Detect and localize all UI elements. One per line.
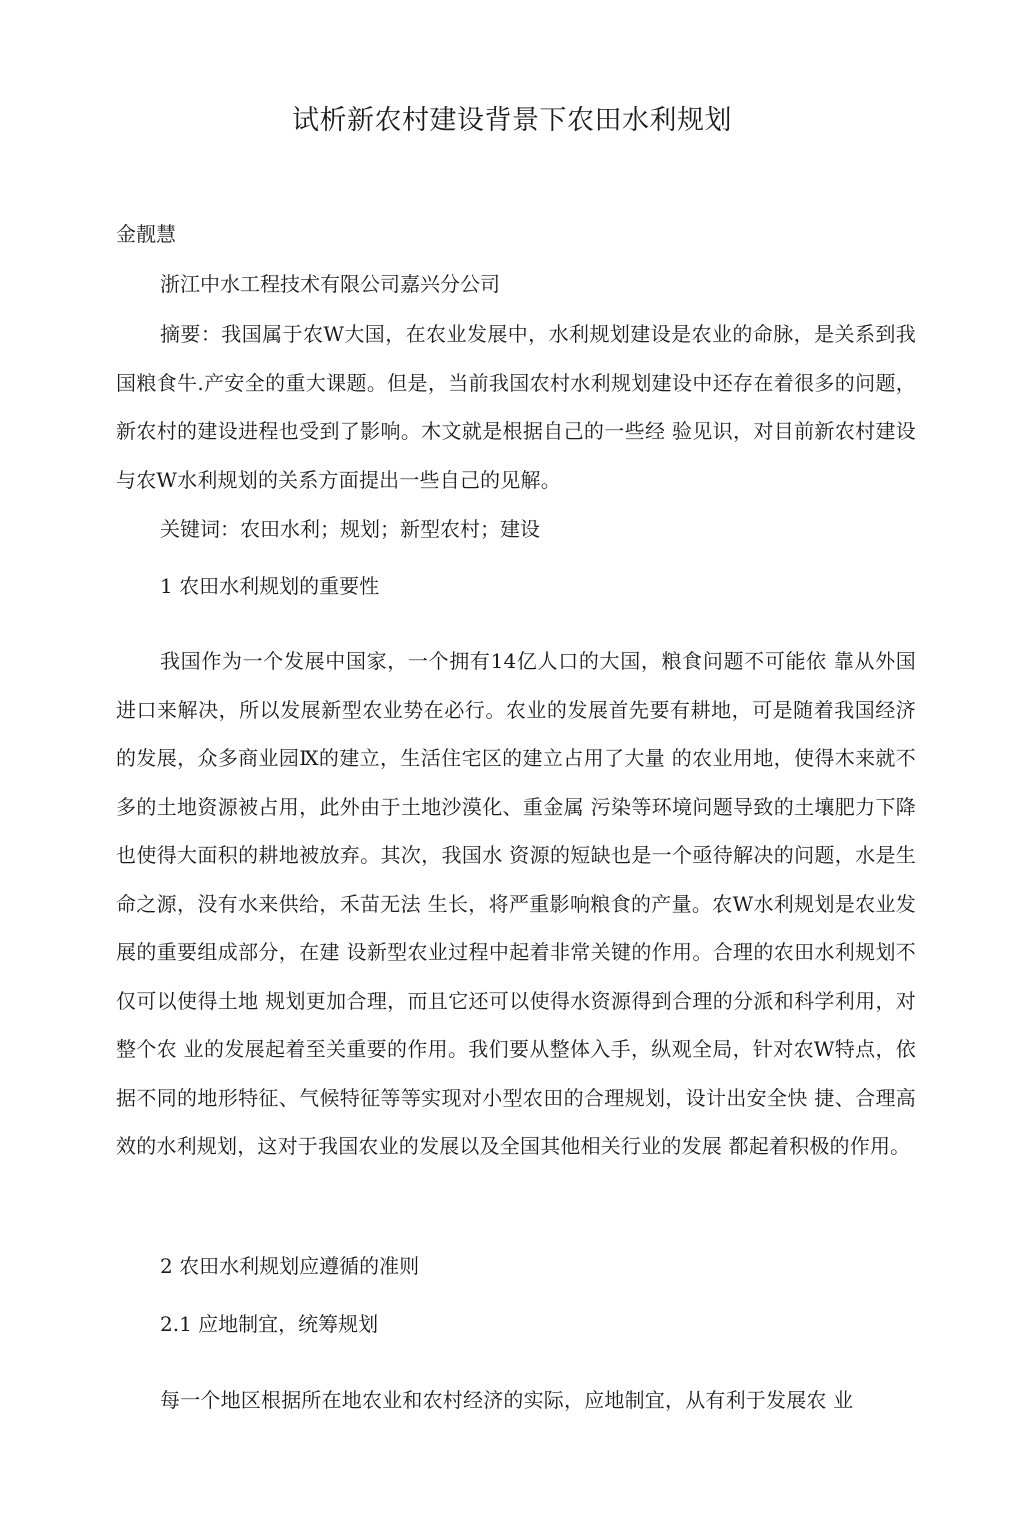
document-title: 试析新农村建设背景下农田水利规划 <box>292 105 732 136</box>
section-2-heading: 2 农田水利规划应遵循的准则 <box>160 1254 420 1278</box>
author-name: 金靓慧 <box>116 222 176 246</box>
section-2-1-paragraph: 每一个地区根据所在地农业和农村经济的实际，应地制宜，从有利于发展农 业 <box>160 1388 854 1412</box>
section-1-heading: 1 农田水利规划的重要性 <box>160 574 380 598</box>
author-affiliation: 浙江中水工程技术有限公司嘉兴分公司 <box>160 272 500 296</box>
keywords-line: 关键词：农田水利；规划；新型农村；建设 <box>160 517 540 541</box>
section-1-paragraph: 我国作为一个发展中国家，一个拥有14亿人口的大国，粮食问题不可能依 靠从外国进口来解决，所以发展新型农业势在必行。农业的发展首先要有耕地，可是随着我国经济的发展，众多商业园Ⅸ的建立，生活住宅区的建立占用了大量 的农业用地，使得木来就不多的土地资源被占用，此外由于土地沙漠化、重金属 污染等环境问题导致的土壤肥力下降也使得大面积的耕地被放弃。其次，我国水 资源的短缺也是一个亟待解决的问题，水是生命之源，没有水来供给，禾苗无法 生长，将严重影响粮食的产量。农W水利规划是农业发展的重要组成部分，在建 设新型农业过程中起着非常关键的作用。合理的农田水利规划不仅可以使得土地 规划更加合理，而且它还可以使得水资源得到合理的分派和科学利用，对整个农 业的发展起着至关重要的作用。我们要从整体入手，纵观全局，针对农W特点，依据不同的地形特征、气候特征等等实现对小型农田的合理规划，设计出安全快 捷、合理高效的水利规划，这对于我国农业的发展以及全国其他相关行业的发展 都起着积极的作用。 <box>116 649 916 1158</box>
section-2-1-heading: 2.1 应地制宜，统筹规划 <box>160 1312 379 1336</box>
abstract-paragraph: 摘要：我国属于农W大国，在农业发展中，水利规划建设是农业的命脉，是关系到我国粮食牛.产安全的重大课题。但是，当前我国农村水利规划建设中还存在着很多的问题，新农村的建设进程也受到了影响。木文就是根据自己的一些经 验见识，对目前新农村建设与农W水利规划的关系方面提出一些自己的见解。 <box>116 322 916 492</box>
